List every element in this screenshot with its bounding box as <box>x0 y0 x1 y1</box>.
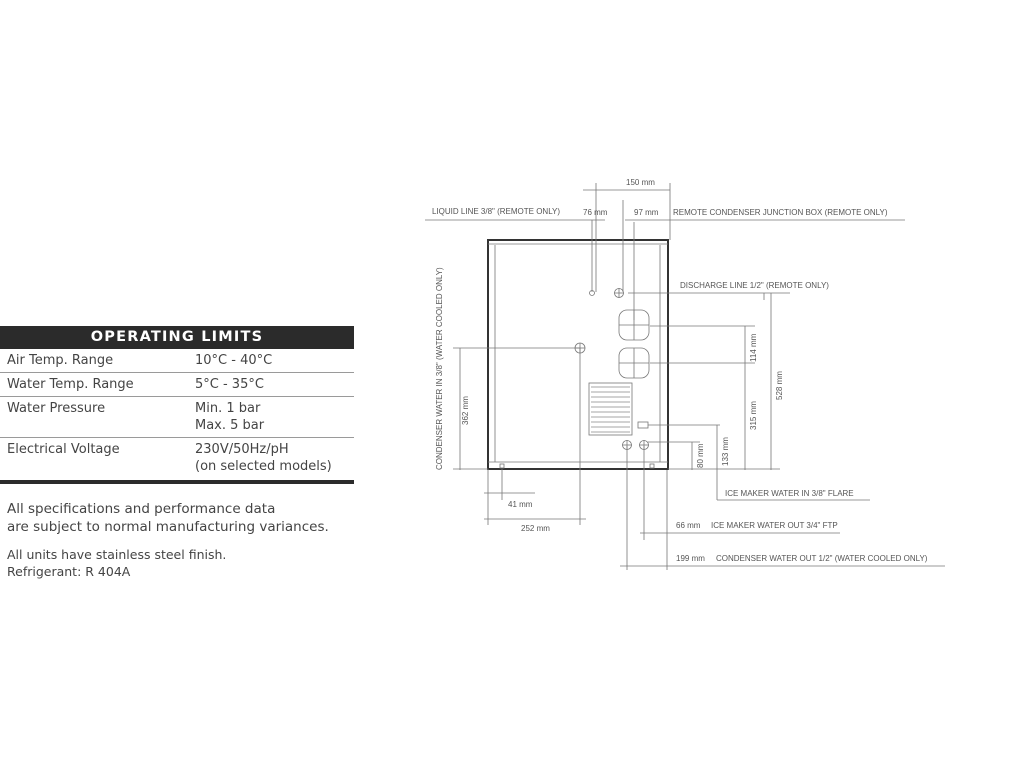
row-value: 5°C - 35°C <box>195 377 264 392</box>
dim-199: 199 mm <box>676 554 705 563</box>
junction-box-icon <box>638 422 648 428</box>
dim-528: 528 mm <box>775 371 784 400</box>
dim-362: 362 mm <box>461 396 470 425</box>
dim-315: 315 mm <box>749 401 758 430</box>
row-value-line1: Min. 1 bar <box>195 401 261 416</box>
dim-252: 252 mm <box>521 524 550 533</box>
dim-133: 133 mm <box>721 437 730 466</box>
label-junction-box: REMOTE CONDENSER JUNCTION BOX (REMOTE ONLY) <box>673 208 888 217</box>
dim-76: 76 mm <box>583 208 608 217</box>
cabinet-outline <box>488 240 668 469</box>
row-value-line2: (on selected models) <box>195 459 332 474</box>
label-condenser-water-in: CONDENSER WATER IN 3/8" (WATER COOLED ONLY) <box>435 267 444 470</box>
dim-66: 66 mm <box>676 521 701 530</box>
row-label: Air Temp. Range <box>7 353 114 368</box>
dim-150: 150 mm <box>626 178 655 187</box>
finish-note: All units have stainless steel finish. <box>7 547 227 562</box>
disclaimer-line: All specifications and performance data <box>7 501 276 517</box>
label-condenser-water-out: CONDENSER WATER OUT 1/2" (WATER COOLED ONLY) <box>716 554 928 563</box>
label-liquid-line: LIQUID LINE 3/8" (REMOTE ONLY) <box>432 207 561 216</box>
disclaimer-line: are subject to normal manufacturing variances. <box>7 519 329 535</box>
row-label: Water Pressure <box>7 401 106 416</box>
dim-41: 41 mm <box>508 500 533 509</box>
row-label: Electrical Voltage <box>7 442 120 457</box>
label-ice-maker-water-out: ICE MAKER WATER OUT 3/4" FTP <box>711 521 838 530</box>
row-value-line2: Max. 5 bar <box>195 418 265 433</box>
dim-97: 97 mm <box>634 208 659 217</box>
operating-limits-title: OPERATING LIMITS <box>0 326 354 349</box>
row-label: Water Temp. Range <box>7 377 134 392</box>
dim-80: 80 mm <box>696 443 705 468</box>
row-value: 10°C - 40°C <box>195 353 273 368</box>
label-discharge-line: DISCHARGE LINE 1/2" (REMOTE ONLY) <box>680 281 829 290</box>
label-ice-maker-water-in: ICE MAKER WATER IN 3/8" FLARE <box>725 489 854 498</box>
refrigerant-note: Refrigerant: R 404A <box>7 564 131 579</box>
dim-114: 114 mm <box>749 333 758 362</box>
row-value-line1: 230V/50Hz/pH <box>195 442 289 457</box>
